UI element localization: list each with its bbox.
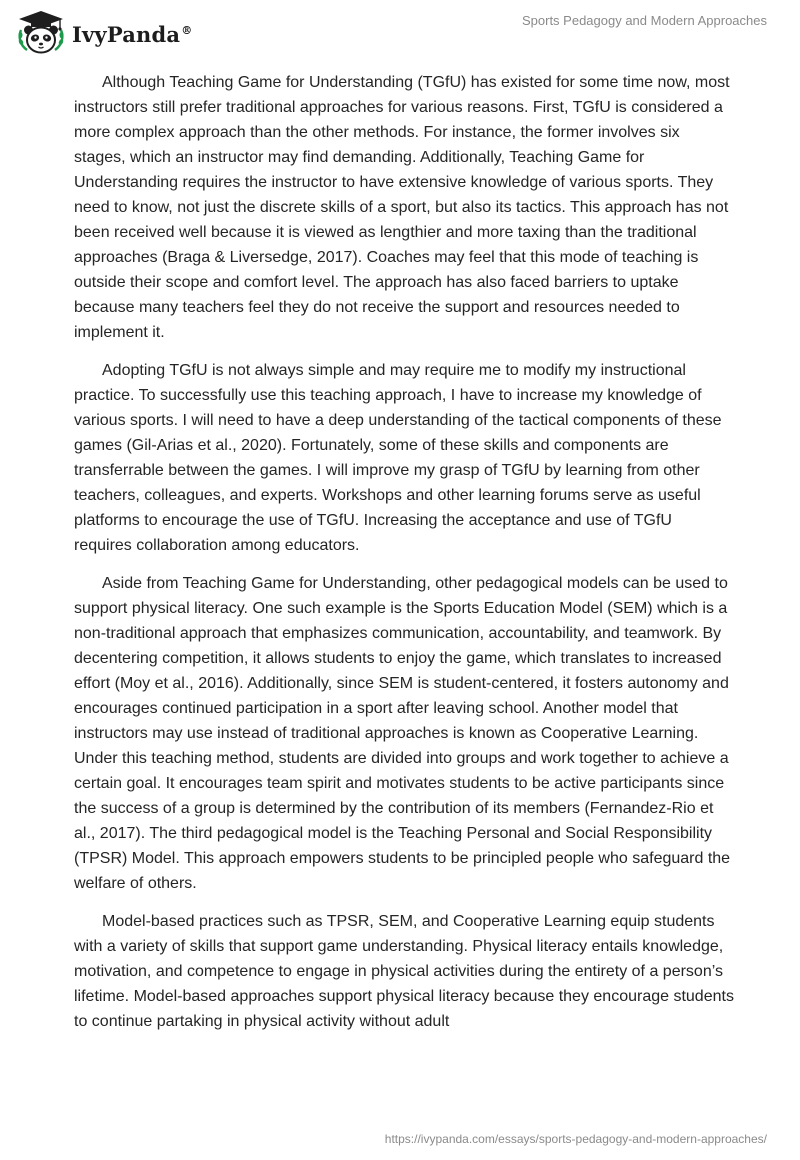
paragraph: Although Teaching Game for Understanding (TGfU) has existed for some time now, most instructors still prefer traditional approaches for various reasons. First, TGfU is considered a more complex approach than the other methods. For instance, the former involves six stages, which an instructor may find demanding. Additionally, Teaching Game for Understanding requires the instructor to have extensive knowledge of various sports. They need to know, not just the discrete skills of a sport, but also its tactics. This approach has not been received well because it is viewed as lengthier and more taxing than the traditional approaches (Braga & Liversedge, 2017). Coaches may feel that this mode of teaching is outside their scope and comfort level. The approach has also faced barriers to uptake because many teachers feel they do not receive the support and resources needed to implement it. (74, 74, 730, 341)
paragraph: Model-based practices such as TPSR, SEM, and Cooperative Learning equip students with a variety of skills that support game understanding. Physical literacy entails knowledge, motivation, and competence to engage in physical activities during the entirety of a person’s lifetime. Model-based approaches support physical literacy because they encourage students to continue partaking in physical activity without adult (74, 913, 734, 1030)
paragraph: Adopting TGfU is not always simple and may require me to modify my instructional practice. To successfully use this teaching approach, I have to increase my knowledge of various sports. I will need to have a deep understanding of the tactical components of these games (Gil-Arias et al., 2020). Fortunately, some of these skills and components are transferrable between the games. I will improve my grasp of TGfU by learning from other teachers, colleagues, and experts. Workshops and other learning forums serve as useful platforms to encourage the use of TGfU. Increasing the acceptance and use of TGfU requires collaboration among educators. (74, 362, 722, 554)
paragraph: Aside from Teaching Game for Understanding, other pedagogical models can be used to support physical literacy. One such example is the Sports Education Model (SEM) which is a non-traditional approach that emphasizes communication, accountability, and teamwork. By decentering competition, it allows students to enjoy the game, which translates to increased effort (Moy et al., 2016). Additionally, since SEM is student-centered, it fosters autonomy and encourages continued participation in a sport after leaving school. Another model that instructors may use instead of traditional approaches is known as Cooperative Learning. Under this teaching method, students are divided into groups and work together to achieve a certain goal. It encourages team spirit and motivates students to be active participants since the success of a group is determined by the contribution of its members (Fernandez-Rio et al., 2017). The third pedagogical model is the Teaching Personal and Social Responsibility (TPSR) Model. This approach empowers students to be principled people who safeguard the welfare of others. (74, 575, 731, 892)
essay-body (74, 70, 734, 1047)
panda-graduate-icon (16, 10, 66, 56)
ivypanda-logo[interactable] (16, 10, 192, 56)
source-url-link[interactable]: https://ivypanda.com/essays/sports-pedagogy-and-modern-approaches/ (384, 1132, 767, 1146)
brand-name: IvyPanda® (72, 21, 193, 47)
registered-mark: ® (181, 23, 193, 37)
page-header (0, 0, 800, 64)
running-title: Sports Pedagogy and Modern Approaches (521, 13, 767, 28)
